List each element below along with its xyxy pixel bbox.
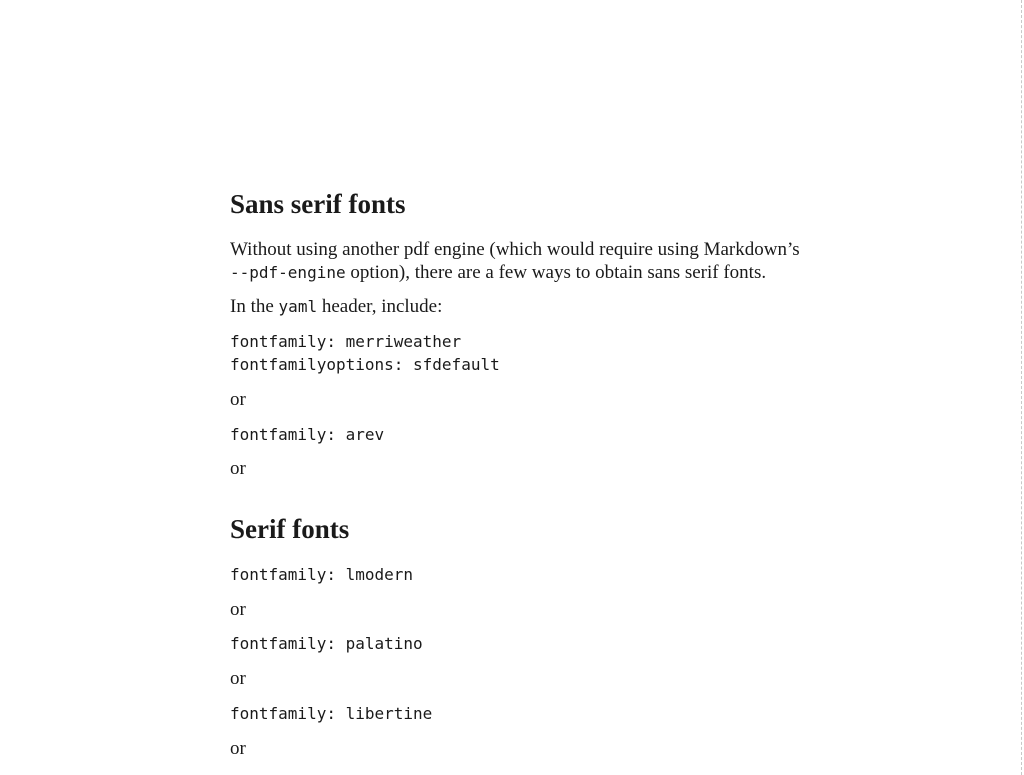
text-or: or [230, 458, 246, 479]
text-or: or [230, 738, 246, 759]
text-or: or [230, 599, 246, 620]
paragraph-pdf-engine [230, 238, 896, 284]
heading-serif-fonts: Serif fonts [230, 514, 350, 544]
paragraph-pdf-engine-line2: option), there are a few ways to obtain sans serif fonts. [345, 262, 767, 283]
paragraph-yaml-after: header, include: [317, 296, 443, 317]
text-or: or [230, 668, 246, 689]
code-line-fontfamily-merriweather: fontfamily: merriweather [230, 332, 462, 351]
code-block-lmodern: fontfamily: lmodern [230, 565, 414, 584]
code-block-arev: fontfamily: arev [230, 425, 385, 444]
code-line-fontfamilyoptions-sfdefault: fontfamilyoptions: sfdefault [230, 355, 500, 374]
heading-sans-serif-fonts: Sans serif fonts [230, 189, 406, 219]
paragraph-pdf-engine-line1: Without using another pdf engine (which would require using Markdown’s [230, 239, 800, 260]
page-edge-divider [1021, 0, 1022, 775]
code-block-libertine: fontfamily: libertine [230, 704, 433, 723]
text-or: or [230, 389, 246, 410]
inline-code-pdf-engine: --pdf-engine [230, 263, 346, 282]
code-block-merriweather [230, 330, 500, 376]
paragraph-yaml-before: In the [230, 296, 279, 317]
paragraph-yaml-header [230, 295, 442, 318]
code-block-palatino: fontfamily: palatino [230, 634, 423, 653]
inline-code-yaml: yaml [278, 297, 318, 316]
